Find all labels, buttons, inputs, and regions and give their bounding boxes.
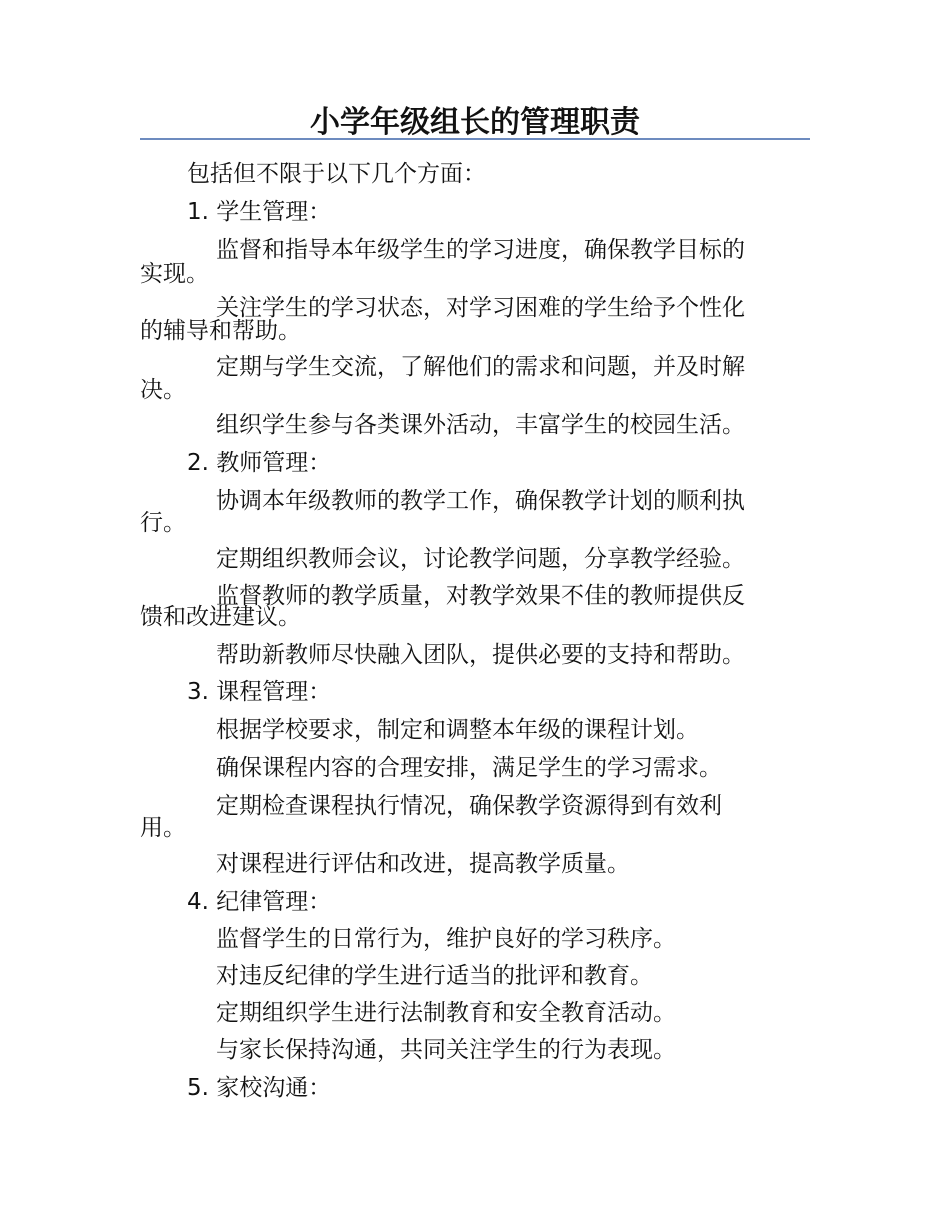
paragraph-line: 关注学生的学习状态，对学习困难的学生给予个性化 — [216, 295, 745, 321]
paragraph-line: 监督和指导本年级学生的学习进度，确保教学目标的 — [216, 237, 745, 263]
paragraph-line-continued: 行。 — [140, 510, 186, 536]
title-underline — [140, 138, 810, 140]
paragraph-line-continued: 决。 — [140, 377, 186, 403]
paragraph-line: 对课程进行评估和改进，提高教学质量。 — [216, 851, 630, 877]
page-title: 小学年级组长的管理职责 — [310, 105, 640, 140]
paragraph-line-continued: 馈和改进建议。 — [140, 604, 301, 630]
paragraph-line: 协调本年级教师的教学工作，确保教学计划的顺利执 — [216, 488, 745, 514]
paragraph-line: 定期组织学生进行法制教育和安全教育活动。 — [216, 1000, 676, 1026]
section-heading-discipline: 4. 纪律管理： — [187, 889, 332, 915]
paragraph-line-continued: 用。 — [140, 815, 186, 841]
paragraph-line: 监督教师的教学质量，对教学效果不佳的教师提供反 — [216, 583, 745, 609]
section-heading-student: 1. 学生管理： — [187, 199, 332, 225]
paragraph-line-continued: 实现。 — [140, 261, 209, 287]
paragraph-line: 帮助新教师尽快融入团队，提供必要的支持和帮助。 — [216, 642, 745, 668]
paragraph-line: 根据学校要求，制定和调整本年级的课程计划。 — [216, 717, 699, 743]
intro-text: 包括但不限于以下几个方面： — [187, 161, 486, 187]
paragraph-line: 定期与学生交流，了解他们的需求和问题，并及时解 — [216, 354, 745, 380]
paragraph-line: 定期检查课程执行情况，确保教学资源得到有效利 — [216, 793, 722, 819]
section-heading-teacher: 2. 教师管理： — [187, 450, 332, 476]
paragraph-line: 监督学生的日常行为，维护良好的学习秩序。 — [216, 926, 676, 952]
section-heading-curriculum: 3. 课程管理： — [187, 679, 332, 705]
paragraph-line: 确保课程内容的合理安排，满足学生的学习需求。 — [216, 755, 722, 781]
paragraph-line-continued: 的辅导和帮助。 — [140, 318, 301, 344]
section-heading-home-school: 5. 家校沟通： — [187, 1075, 332, 1101]
paragraph-line: 定期组织教师会议，讨论教学问题，分享教学经验。 — [216, 546, 745, 572]
paragraph-line: 与家长保持沟通，共同关注学生的行为表现。 — [216, 1037, 676, 1063]
paragraph-line: 对违反纪律的学生进行适当的批评和教育。 — [216, 963, 653, 989]
paragraph-line: 组织学生参与各类课外活动，丰富学生的校园生活。 — [216, 412, 745, 438]
